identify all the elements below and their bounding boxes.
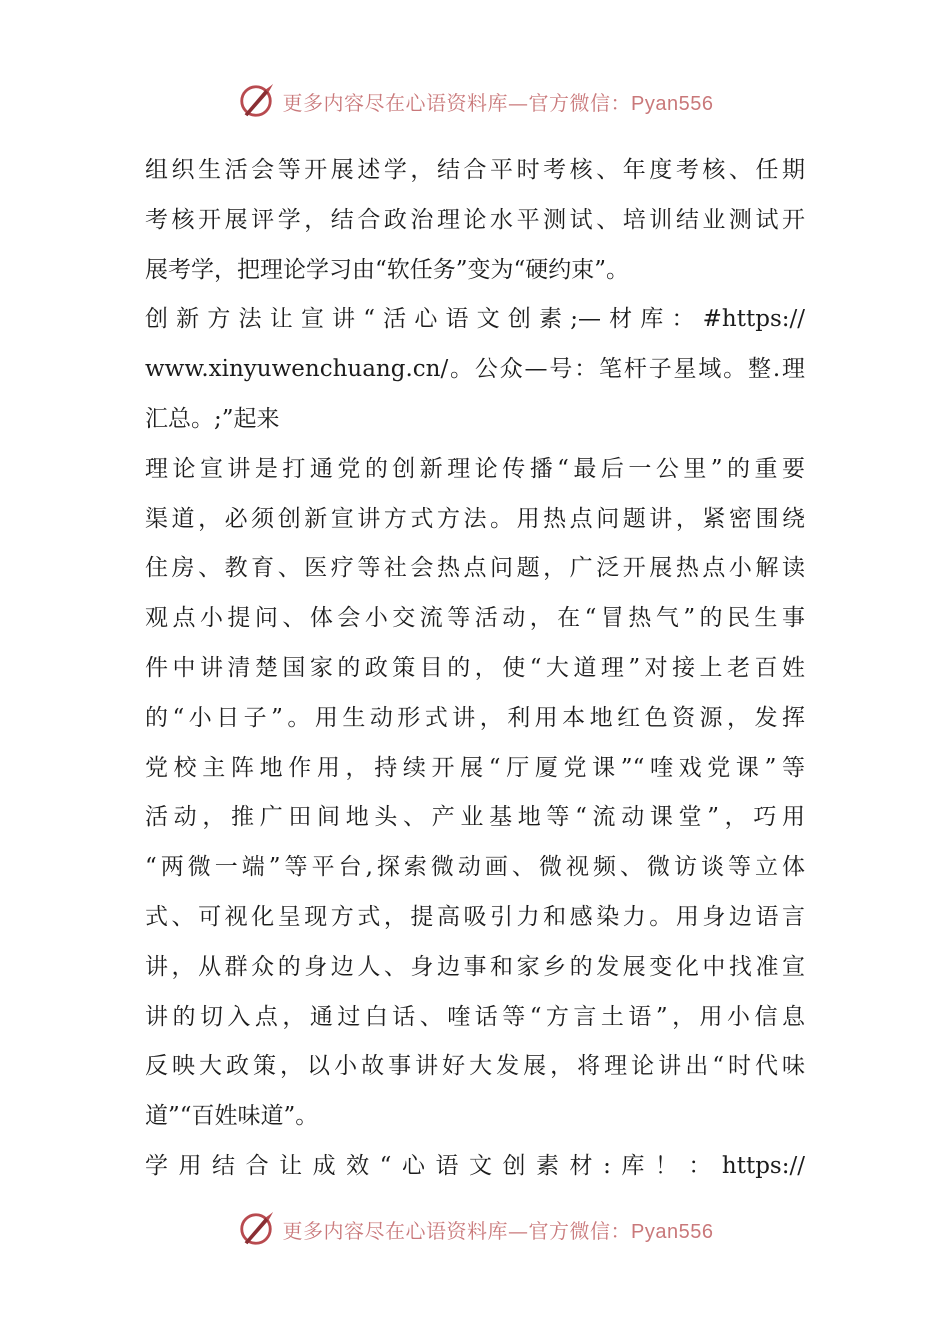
quill-logo-icon (237, 82, 275, 120)
text-line: 渠道，必须创新宣讲方式方法。用热点问题讲，紧密围绕 (145, 505, 805, 532)
text-line: “两微一端”等平台,探索微动画、微视频、微访谈等立体 (145, 854, 805, 881)
section-heading-line: 学用结合让成效“心语文创素材:库！：https:// (145, 1152, 805, 1179)
footer-banner-text: 更多内容尽在心语资料库—官方微信：Pyan556 (282, 1218, 714, 1243)
text-line: 汇总。;”起来 (145, 405, 280, 432)
header-banner-text: 更多内容尽在心语资料库—官方微信：Pyan556 (282, 90, 714, 115)
text-line: 观点小提问、体会小交流等活动，在“冒热气”的民生事 (145, 605, 805, 632)
text-line: 件中讲清楚国家的政策目的，使“大道理”对接上老百姓 (145, 654, 805, 681)
text-line: 活动，推广田间地头、产业基地等“流动课堂”，巧用 (145, 804, 805, 831)
section-heading-line: 创新方法让宣讲“活心语文创素;—材库：#https:// (145, 306, 805, 333)
footer-banner (0, 1210, 950, 1248)
text-line: 组织生活会等开展述学，结合平时考核、年度考核、任期 (145, 157, 805, 183)
text-line: 讲的切入点，通过白话、喹话等“方言土语”，用小信息 (145, 1003, 805, 1030)
text-line: 讲，从群众的身边人、身边事和家乡的发展变化中找准宣 (145, 953, 805, 980)
document-body (145, 146, 805, 1192)
text-line: 道”“百姓味道”。 (145, 1103, 319, 1130)
text-line: 理论宣讲是打通党的创新理论传播“最后一公里”的重要 (145, 455, 805, 482)
header-wechat-id: Pyan556 (631, 92, 714, 115)
text-line: 反映大政策，以小故事讲好大发展，将理论讲出“时代味 (145, 1053, 805, 1080)
text-line: www.xinyuwenchuang.cn/。公众—号：笔杆子星域。整.理 (145, 356, 805, 383)
text-line: 党校主阵地作用，持续开展“厅厦党课”“喹戏党课”等 (145, 754, 805, 781)
text-line: 考核开展评学，结合政治理论水平测试、培训结业测试开 (145, 206, 805, 233)
text-line: 式、可视化呈现方式，提高吸引力和感染力。用身边语言 (145, 903, 805, 930)
text-line: 的“小日子”。用生动形式讲，利用本地红色资源，发挥 (145, 704, 805, 731)
header-banner (0, 82, 950, 120)
footer-wechat-id: Pyan556 (631, 1220, 714, 1243)
text-line: 展考学，把理论学习由“软任务”变为“硬约束”。 (145, 256, 630, 283)
quill-logo-icon (237, 1210, 275, 1248)
text-line: 住房、教育、医疗等社会热点问题，广泛开展热点小解读 (145, 555, 805, 582)
